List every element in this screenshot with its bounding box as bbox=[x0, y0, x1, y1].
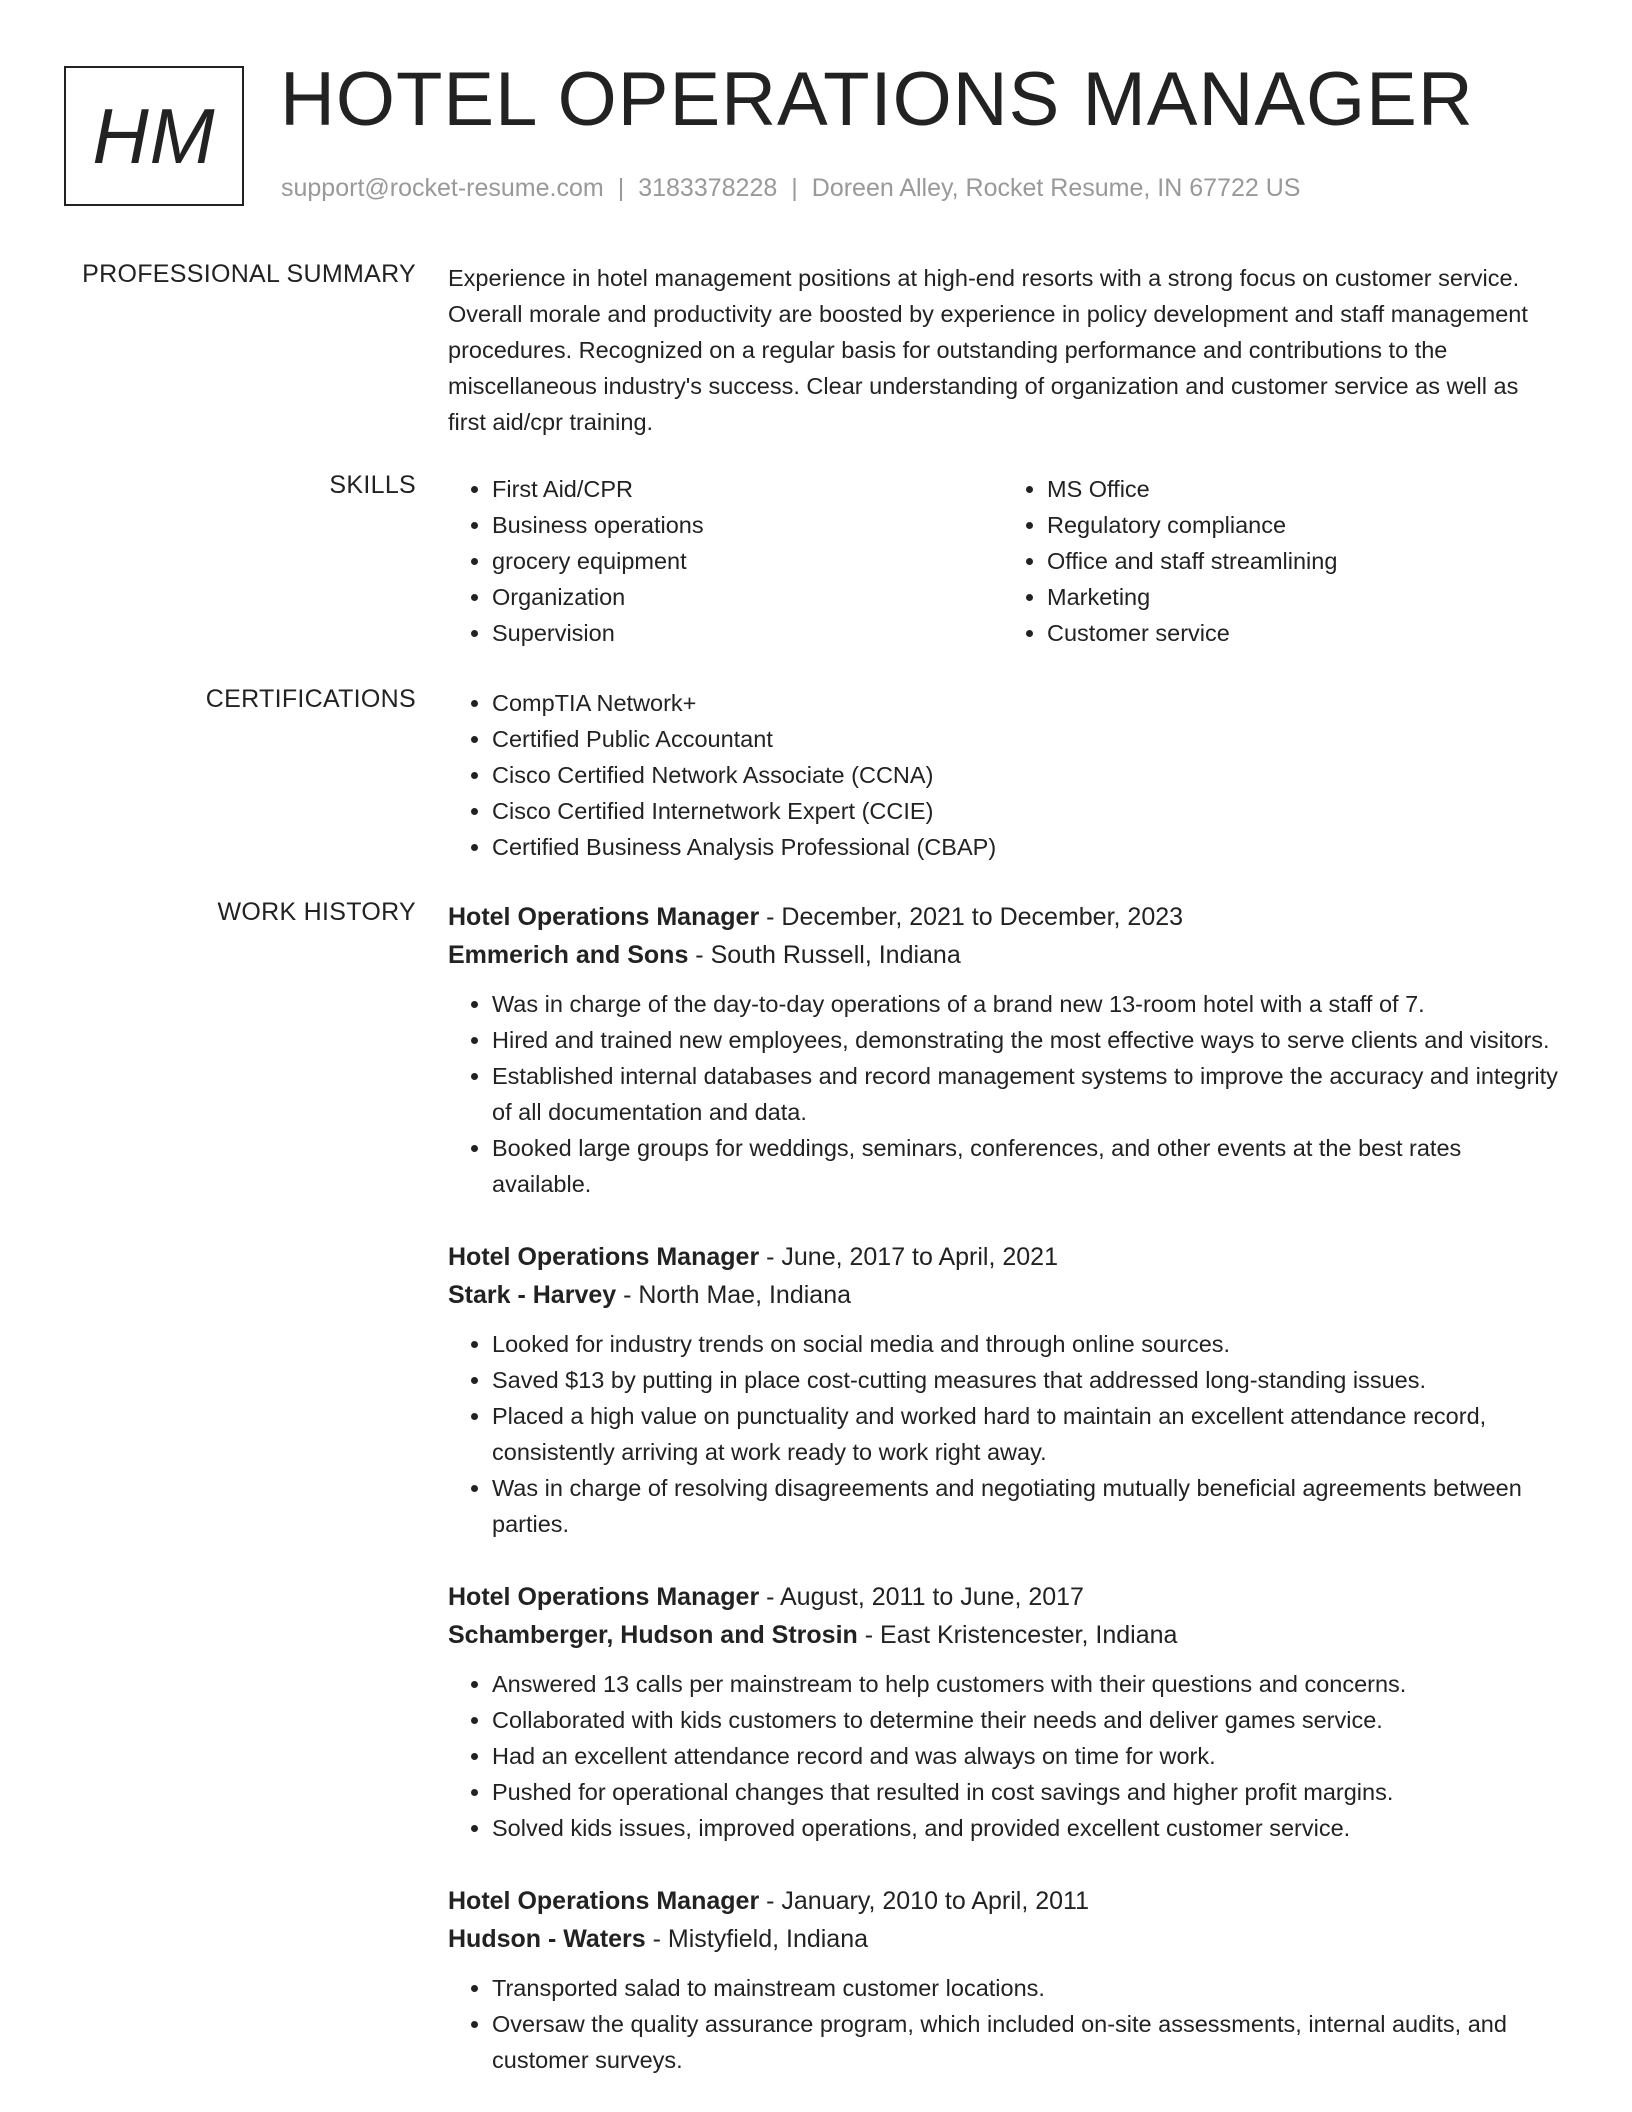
list-item: • Cisco Certified Internetwork Expert (CCIE) bbox=[492, 793, 1558, 829]
job-company: Stark - Harvey bbox=[448, 1281, 617, 1309]
job-dates: - June, 2017 to April, 2021 bbox=[759, 1243, 1058, 1271]
list-item: • Transported salad to mainstream customer locations. bbox=[492, 1970, 1558, 2006]
job-bullets bbox=[448, 1970, 1558, 2078]
list-item: • MS Office bbox=[1047, 471, 1558, 507]
job-title-line bbox=[448, 1882, 1558, 1920]
summary-text: Experience in hotel management positions at high-end resorts with a strong focus on customer service. Overall morale and productivity are boosted by experience in policy development and staff management procedures. Recognized on a regular basis for outstanding performance and contributions to the miscellaneous industry's success. Clear understanding of organization and customer service as well as first aid/cpr training. bbox=[448, 265, 1528, 435]
list-item: • CompTIA Network+ bbox=[492, 685, 1558, 721]
job-bullets bbox=[448, 986, 1558, 1202]
list-item: • Looked for industry trends on social media and through online sources. bbox=[492, 1326, 1558, 1362]
certifications-list bbox=[448, 685, 1558, 865]
list-item: • Was in charge of the day-to-day operations of a brand new 13-room hotel with a staff of 7. bbox=[492, 986, 1558, 1022]
job-title-line bbox=[448, 898, 1558, 936]
list-item: • Placed a high value on punctuality and worked hard to maintain an excellent attendance record, consistently arriving at work ready to work right away. bbox=[492, 1398, 1558, 1470]
job-company-line bbox=[448, 1616, 1558, 1654]
job-location: - South Russell, Indiana bbox=[688, 941, 961, 969]
job-company: Emmerich and Sons bbox=[448, 941, 689, 969]
job-entry bbox=[448, 1882, 1558, 2078]
list-item: • Organization bbox=[492, 579, 1003, 615]
contact-line bbox=[281, 174, 1300, 203]
list-item: • Certified Business Analysis Professional (CBAP) bbox=[492, 829, 1558, 865]
list-item: • Hired and trained new employees, demonstrating the most effective ways to serve clients and visitors. bbox=[492, 1022, 1558, 1058]
job-title: Hotel Operations Manager bbox=[448, 903, 760, 931]
job-entry bbox=[448, 898, 1558, 1202]
list-item: • Pushed for operational changes that resulted in cost savings and higher profit margins. bbox=[492, 1774, 1558, 1810]
job-location: - East Kristencester, Indiana bbox=[857, 1621, 1178, 1649]
job-company-line bbox=[448, 1920, 1558, 1958]
contact-email: support@rocket-resume.com bbox=[281, 174, 604, 202]
contact-phone: 3183378228 bbox=[638, 174, 778, 202]
list-item: • Certified Public Accountant bbox=[492, 721, 1558, 757]
job-title: Hotel Operations Manager bbox=[448, 1583, 760, 1611]
list-item: • Solved kids issues, improved operations, and provided excellent customer service. bbox=[492, 1810, 1558, 1846]
job-company: Schamberger, Hudson and Strosin bbox=[448, 1621, 858, 1649]
job-bullets bbox=[448, 1326, 1558, 1542]
certifications-body bbox=[448, 685, 1558, 865]
contact-separator: | bbox=[617, 174, 625, 202]
list-item: • First Aid/CPR bbox=[492, 471, 1003, 507]
list-item: • Had an excellent attendance record and was always on time for work. bbox=[492, 1738, 1558, 1774]
list-item: • Collaborated with kids customers to determine their needs and deliver games service. bbox=[492, 1702, 1558, 1738]
list-item: • Established internal databases and record management systems to improve the accuracy and integrity of all documentation and data. bbox=[492, 1058, 1558, 1130]
section-label-summary: PROFESSIONAL SUMMARY bbox=[82, 260, 416, 288]
job-dates: - August, 2011 to June, 2017 bbox=[759, 1583, 1084, 1611]
list-item: • Office and staff streamlining bbox=[1047, 543, 1558, 579]
section-label-work-history: WORK HISTORY bbox=[217, 898, 416, 926]
job-title: Hotel Operations Manager bbox=[448, 1887, 760, 1915]
work-history-body bbox=[448, 898, 1558, 2112]
list-item: • Answered 13 calls per mainstream to help customers with their questions and concerns. bbox=[492, 1666, 1558, 1702]
skills-columns bbox=[448, 471, 1558, 651]
job-entry bbox=[448, 1238, 1558, 1542]
contact-separator: | bbox=[791, 174, 798, 202]
list-item: • Oversaw the quality assurance program, which included on-site assessments, internal audits, and customer surveys. bbox=[492, 2006, 1558, 2078]
contact-address: Doreen Alley, Rocket Resume, IN 67722 US bbox=[811, 174, 1301, 202]
job-dates: - December, 2021 to December, 2023 bbox=[759, 903, 1184, 931]
skills-list-left bbox=[448, 471, 1003, 651]
list-item: • Cisco Certified Network Associate (CCNA) bbox=[492, 757, 1558, 793]
list-item: • Business operations bbox=[492, 507, 1003, 543]
job-entry bbox=[448, 1578, 1558, 1846]
job-location: - North Mae, Indiana bbox=[616, 1281, 851, 1309]
job-dates: - January, 2010 to April, 2011 bbox=[759, 1887, 1090, 1915]
job-title-line bbox=[448, 1238, 1558, 1276]
monogram-logo: HM bbox=[64, 66, 244, 206]
skills-list-right bbox=[1003, 471, 1558, 651]
list-item: • Saved $13 by putting in place cost-cutting measures that addressed long-standing issues. bbox=[492, 1362, 1558, 1398]
list-item: • Marketing bbox=[1047, 579, 1558, 615]
list-item: • Supervision bbox=[492, 615, 1003, 651]
list-item: • Regulatory compliance bbox=[1047, 507, 1558, 543]
section-label-skills: SKILLS bbox=[329, 471, 416, 499]
page-title: HOTEL OPERATIONS MANAGER bbox=[280, 57, 1474, 142]
list-item: • Booked large groups for weddings, seminars, conferences, and other events at the best rates available. bbox=[492, 1130, 1558, 1202]
list-item: • Customer service bbox=[1047, 615, 1558, 651]
job-location: - Mistyfield, Indiana bbox=[645, 1925, 869, 1953]
job-title-line bbox=[448, 1578, 1558, 1616]
job-company-line bbox=[448, 936, 1558, 974]
section-label-certifications: CERTIFICATIONS bbox=[205, 685, 416, 713]
job-title: Hotel Operations Manager bbox=[448, 1243, 760, 1271]
list-item: • grocery equipment bbox=[492, 543, 1003, 579]
list-item: • Was in charge of resolving disagreements and negotiating mutually beneficial agreements between parties. bbox=[492, 1470, 1558, 1542]
job-company-line bbox=[448, 1276, 1558, 1314]
summary-body bbox=[448, 260, 1558, 440]
job-bullets bbox=[448, 1666, 1558, 1846]
skills-body bbox=[448, 471, 1558, 651]
job-company: Hudson - Waters bbox=[448, 1925, 646, 1953]
